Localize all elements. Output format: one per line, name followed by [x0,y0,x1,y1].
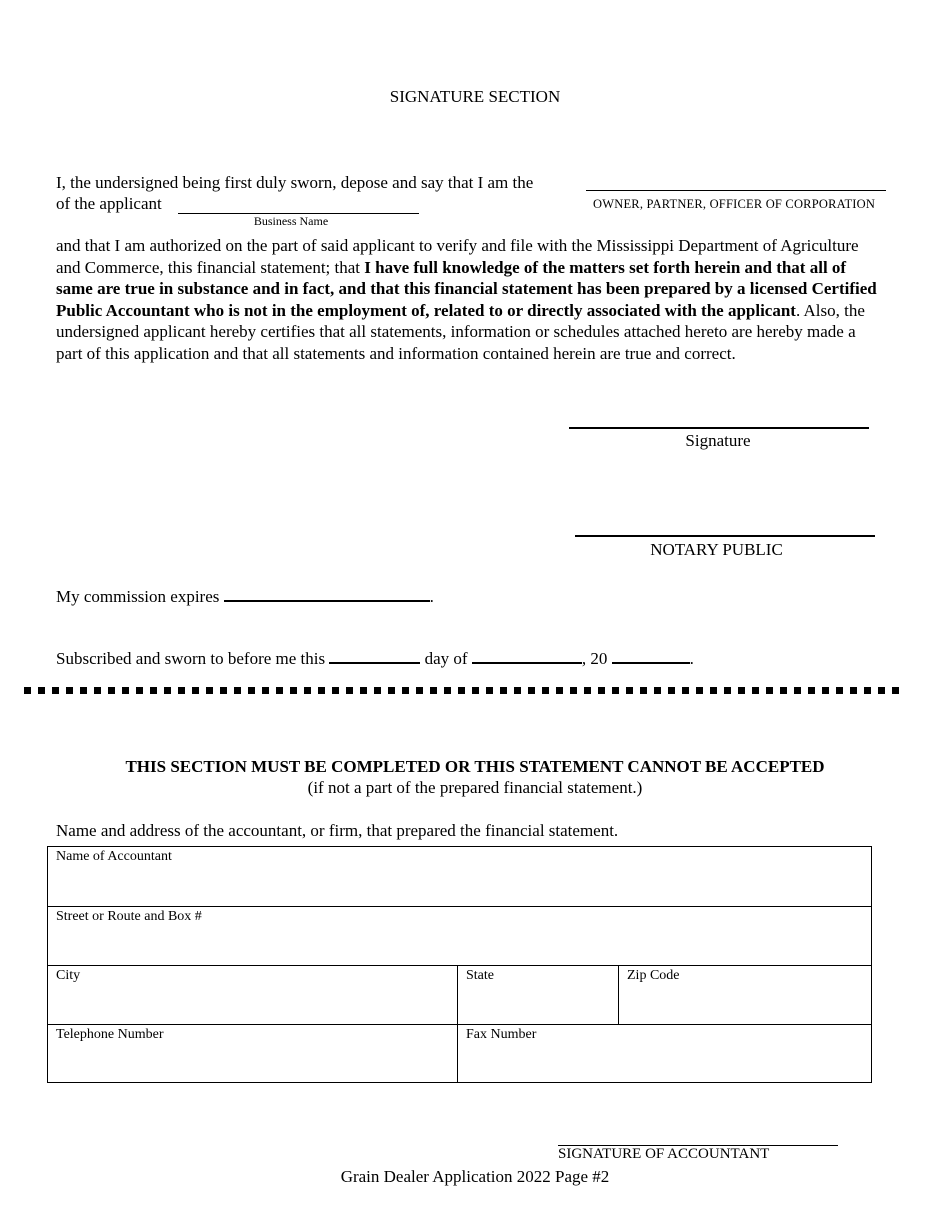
page-title: SIGNATURE SECTION [389,87,561,106]
sworn-month-field[interactable] [472,661,582,664]
signature-line[interactable] [569,427,869,429]
owner-title-caption: OWNER, PARTNER, OFFICER OF CORPORATION [593,197,876,211]
section2-instruction: Name and address of the accountant, or firm, that prepared the financial statement. [56,821,619,840]
state-field[interactable] [458,966,619,1025]
section2-subheading: (if not a part of the prepared financial statement.) [307,778,643,797]
sworn-part-2: day of [424,649,468,668]
city-field[interactable] [48,966,458,1025]
commission-row [56,586,434,608]
sworn-year-field[interactable] [612,661,690,664]
telephone-field[interactable] [48,1025,458,1083]
section2-heading: THIS SECTION MUST BE COMPLETED OR THIS STATEMENT CANNOT BE ACCEPTED [125,757,825,776]
accountant-signature-caption: SIGNATURE OF ACCOUNTANT [558,1146,770,1162]
sworn-part-1: Subscribed and sworn to before me this [56,649,326,668]
sworn-part-3: , 20 [581,649,608,668]
commission-date-field[interactable] [224,599,430,602]
name-of-accountant-label: Name of Accountant [56,849,172,864]
certification-paragraph [56,235,886,364]
street-field[interactable] [48,907,872,966]
owner-title-field[interactable] [586,190,886,191]
signature-caption: Signature [685,431,751,450]
intro-line-2: of the applicant [56,194,162,213]
sworn-day-field[interactable] [329,661,420,664]
page-footer: Grain Dealer Application 2022 Page #2 [340,1167,610,1186]
state-label: State [466,968,494,983]
name-of-accountant-field[interactable] [48,847,872,907]
paragraph-bold: I have full knowledge of the matters set forth herein and that all of same are true in substance and in fact, and that this financial statement has been prepared by a licensed Certified Public Accountant who is not in the employment of, related to or directly associated with the applicant [56,257,877,320]
sworn-end: . [689,649,694,668]
telephone-label: Telephone Number [56,1027,164,1042]
city-label: City [56,968,81,983]
fax-label: Fax Number [466,1027,537,1042]
paragraph-part-1: and that I am authorized on the part of said applicant to verify and file with the Mississippi Department of Agriculture and Commerce, this financial statement; that [56,236,859,277]
sworn-row [56,648,694,670]
intro-line-1: I, the undersigned being first duly sworn, depose and say that I am the [56,173,534,192]
section-divider [24,687,904,694]
zip-field[interactable] [619,966,872,1025]
notary-line[interactable] [575,535,875,537]
notary-caption: NOTARY PUBLIC [650,540,783,559]
accountant-form [47,846,872,1083]
fax-field[interactable] [458,1025,872,1083]
street-label: Street or Route and Box # [56,909,202,924]
commission-end: . [429,587,434,606]
zip-label: Zip Code [627,968,680,983]
business-name-caption: Business Name [253,214,329,228]
paragraph-part-2: . Also, the undersigned applicant hereby certifies that all statements, information or schedules attached hereto are hereby made a part of this application and that all statements and information contained herein are true and correct. [56,300,865,363]
commission-label: My commission expires [56,587,220,606]
